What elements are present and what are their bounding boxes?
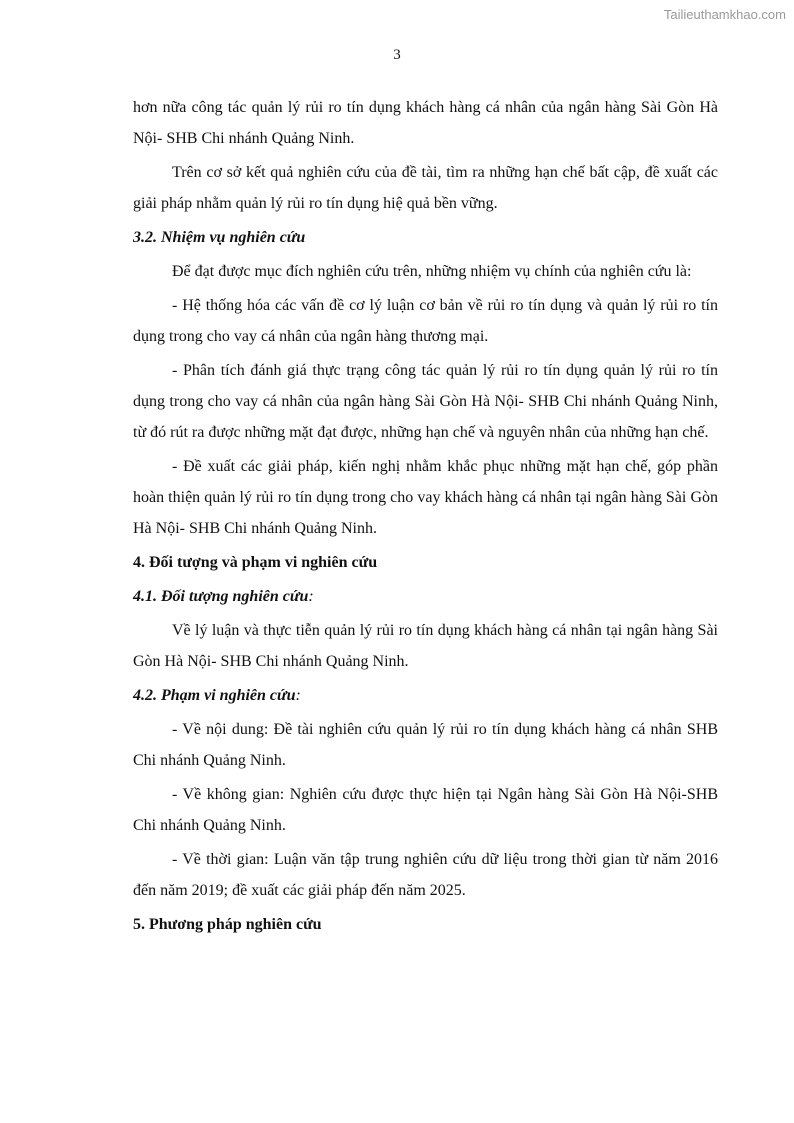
paragraph: Trên cơ sở kết quả nghiên cứu của đề tài, tìm ra những hạn chế bất cập, đề xuất các giải pháp nhằm quản lý rủi ro tín dụng hiệ quả bền vững.	[133, 164, 718, 212]
section-heading-4-2	[133, 680, 718, 711]
heading-colon: :	[308, 588, 314, 605]
section-heading-4-1	[133, 581, 718, 612]
list-item: - Về không gian: Nghiên cứu được thực hiện tại Ngân hàng Sài Gòn Hà Nội-SHB Chi nhánh Quảng Ninh.	[133, 786, 718, 834]
section-heading-3-2: 3.2. Nhiệm vụ nghiên cứu	[133, 229, 306, 246]
section-heading-4: 4. Đối tượng và phạm vi nghiên cứu	[133, 554, 378, 571]
paragraph: Về lý luận và thực tiễn quản lý rủi ro tín dụng khách hàng cá nhân tại ngân hàng Sài Gòn Hà Nội- SHB Chi nhánh Quảng Ninh.	[133, 622, 718, 670]
section-heading-5: 5. Phương pháp nghiên cứu	[133, 916, 322, 933]
paragraph: Để đạt được mục đích nghiên cứu trên, những nhiệm vụ chính của nghiên cứu là:	[172, 263, 692, 280]
list-item: - Về nội dung: Đề tài nghiên cứu quản lý rủi ro tín dụng khách hàng cá nhân SHB Chi nhánh Quảng Ninh.	[133, 721, 718, 769]
page-number: 3	[393, 47, 401, 63]
document-body	[133, 92, 718, 943]
paragraph: hơn nữa công tác quản lý rủi ro tín dụng khách hàng cá nhân của ngân hàng Sài Gòn Hà Nội- SHB Chi nhánh Quảng Ninh.	[133, 99, 718, 147]
heading-text: 4.1. Đối tượng nghiên cứu	[133, 588, 309, 605]
list-item: - Đề xuất các giải pháp, kiến nghị nhằm khắc phục những mặt hạn chế, góp phần hoàn thiện quản lý rủi ro tín dụng trong cho vay khách hàng cá nhân tại ngân hàng Sài Gòn Hà Nội- SHB Chi nhánh Quảng Ninh.	[133, 458, 718, 537]
list-item: - Về thời gian: Luận văn tập trung nghiên cứu dữ liệu trong thời gian từ năm 2016 đến năm 2019; đề xuất các giải pháp đến năm 2025.	[133, 851, 718, 899]
list-item: - Hệ thống hóa các vấn đề cơ lý luận cơ bản về rủi ro tín dụng và quản lý rủi ro tín dụng trong cho vay cá nhân của ngân hàng thương mại.	[133, 297, 718, 345]
list-item: - Phân tích đánh giá thực trạng công tác quản lý rủi ro tín dụng quản lý rủi ro tín dụng trong cho vay cá nhân của ngân hàng Sài Gòn Hà Nội- SHB Chi nhánh Quảng Ninh, từ đó rút ra được những mặt đạt được, những hạn chế và nguyên nhân của những hạn chế.	[133, 362, 718, 441]
heading-colon: :	[295, 687, 301, 704]
heading-text: 4.2. Phạm vi nghiên cứu	[133, 687, 296, 704]
watermark: Tailieuthamkhao.com	[663, 7, 786, 22]
